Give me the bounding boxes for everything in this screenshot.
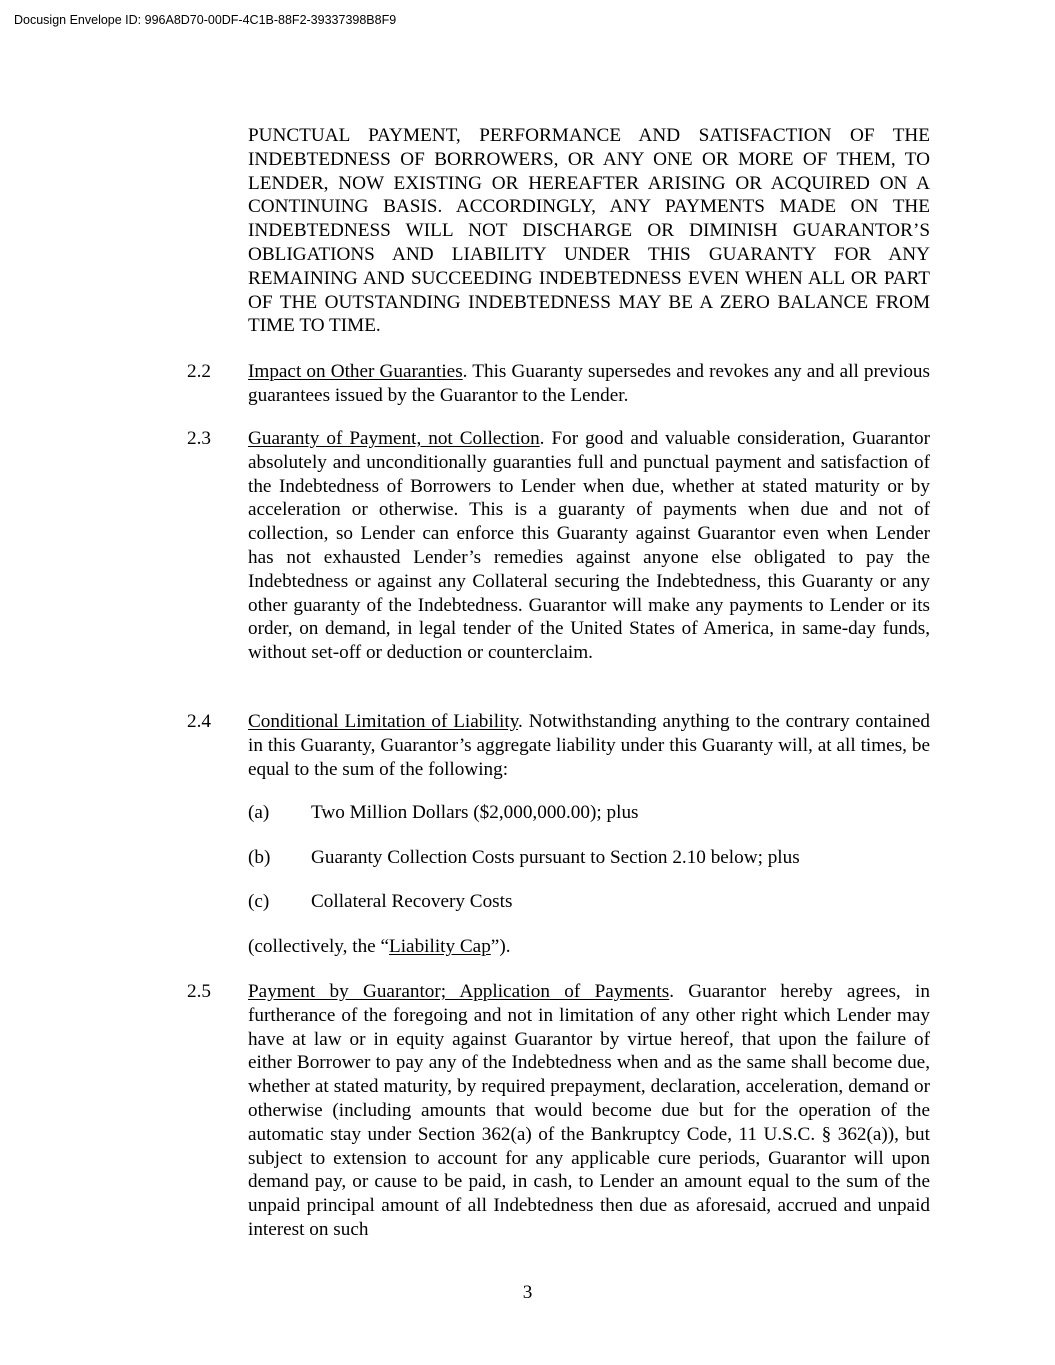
liability-cap-term: Liability Cap [389,936,491,957]
section-2-2-paragraph [248,360,930,408]
section-2-2-number: 2.2 [187,361,211,382]
section-2-4-paragraph [248,710,930,781]
list-item-label: (b) [248,847,271,868]
liability-cap-definition [248,935,511,959]
list-item-text: Two Million Dollars ($2,000,000.00); plus [311,802,639,823]
section-2-2-body: . This Guaranty supersedes and revokes any and all previous guarantees issued by the Guarantor to the Lender. [248,361,930,406]
section-2-5-number: 2.5 [187,981,211,1002]
list-item-label: (c) [248,891,270,912]
list-item-text: Guaranty Collection Costs pursuant to Section 2.10 below; plus [311,847,800,868]
list-item-text: Collateral Recovery Costs [311,891,513,912]
section-2-3-heading: Guaranty of Payment, not Collection [248,428,540,449]
liability-cap-suffix: ”). [490,936,511,957]
list-item-label: (a) [248,802,270,823]
docusign-envelope-id: Docusign Envelope ID: 996A8D70-00DF-4C1B-88F2-39337398B8F9 [14,13,397,27]
section-2-2-heading: Impact on Other Guaranties [248,361,463,382]
section-2-5-body: . Guarantor hereby agrees, in furtherance of the foregoing and not in limitation of any other right which Lender may have at law or in equity against Guarantor by virtue hereof, that upon the failure of either Borrower to pay any of the Indebtedness when and as the same shall become due, whether at stated maturity, by required prepayment, declaration, acceleration, demand or otherwise (including amounts that would become due but for the operation of the automatic stay under Section 362(a) of the Bankruptcy Code, 11 U.S.C. § 362(a)), but subject to extension to account for any applicable cure periods, Guarantor will upon demand pay, or cause to be paid, in cash, to Lender an amount equal to the sum of the unpaid principal amount of all Indebtedness then due as aforesaid, accrued and unpaid interest on such [248,981,930,1240]
section-2-3-body: . For good and valuable consideration, Guarantor absolutely and unconditionally guaranties full and punctual payment and satisfaction of the Indebtedness of Borrowers to Lender when due, whether at stated maturity or by acceleration or otherwise. This is a guaranty of payments when due and not of collection, so Lender can enforce this Guaranty against Guarantor even when Lender has not exhausted Lender’s remedies against anyone else obligated to pay the Indebtedness or against any Collateral securing the Indebtedness, this Guaranty or any other guaranty of the Indebtedness. Guarantor will make any payments to Lender or its order, on demand, in legal tender of the United States of America, in same-day funds, without set-off or deduction or counterclaim. [248,428,930,664]
section-2-3-number: 2.3 [187,428,211,449]
section-2-4-heading: Conditional Limitation of Liability [248,711,519,732]
liability-cap-prefix: (collectively, the “ [248,936,389,957]
page-number: 3 [522,1282,533,1303]
section-2-4-number: 2.4 [187,711,211,732]
section-2-5-heading: Payment by Guarantor; Application of Payments [248,981,670,1002]
section-2-4-body: . Notwithstanding anything to the contrary contained in this Guaranty, Guarantor’s aggregate liability under this Guaranty will, at all times, be equal to the sum of the following: [248,711,930,780]
section-2-5-paragraph [248,980,930,1242]
continuation-paragraph: PUNCTUAL PAYMENT, PERFORMANCE AND SATISFACTION OF THE INDEBTEDNESS OF BORROWERS, OR ANY ONE OR MORE OF THEM, TO LENDER, NOW EXISTING OR HEREAFTER ARISING OR ACQUIRED ON A CONTINUING BASIS. ACCORDINGLY, ANY PAYMENTS MADE ON THE INDEBTEDNESS WILL NOT DISCHARGE OR DIMINISH GUARANTOR’S OBLIGATIONS AND LIABILITY UNDER THIS GUARANTY FOR ANY REMAINING AND SUCCEEDING INDEBTEDNESS EVEN WHEN ALL OR PART OF THE OUTSTANDING INDEBTEDNESS MAY BE A ZERO BALANCE FROM TIME TO TIME. [248,125,930,337]
section-2-3-paragraph [248,427,930,665]
